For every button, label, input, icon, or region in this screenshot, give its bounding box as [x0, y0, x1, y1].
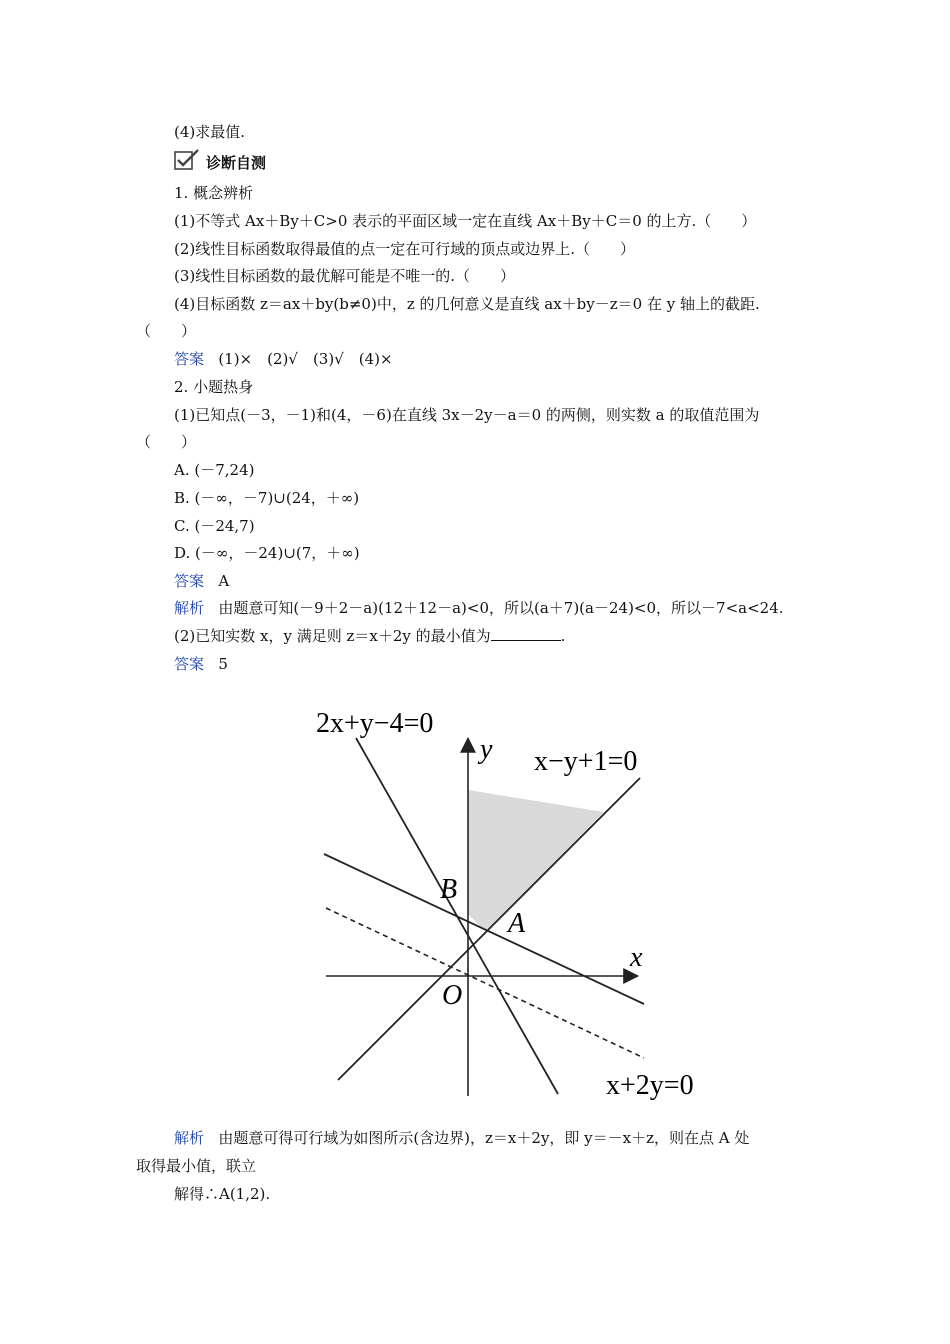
question-2-period: . [560, 627, 566, 645]
heading-1: 1. 概念辨析 [174, 184, 254, 202]
answer-row-1 [174, 349, 393, 369]
question-2 [174, 626, 565, 646]
option-a: A. (－7,24) [174, 461, 255, 479]
x-axis-label: x [630, 942, 643, 973]
y-axis-label: y [480, 734, 493, 765]
answer-value-3: 5 [218, 655, 228, 673]
step-4-line: (4)求最值. [174, 123, 246, 141]
statement-1: (1)不等式 Ax＋By＋C>0 表示的平面区域一定在直线 Ax＋By＋C＝0 的上方.（ ） [174, 212, 757, 230]
point-b-label: B [440, 874, 458, 905]
answer-label: 答案 [174, 572, 205, 590]
section-header [174, 150, 266, 174]
option-b: B. (－∞，－7)∪(24，＋∞) [174, 489, 360, 507]
analysis-label: 解析 [174, 1129, 205, 1147]
analysis-text-1: 由题意可知(－9＋2－a)(12＋12－a)<0，所以(a＋7)(a－24)<0，所以－7<a<24. [218, 599, 784, 617]
question-1-paren: （ ） [136, 433, 197, 451]
label-x-minus-y: x−y+1=0 [534, 746, 638, 777]
answer-row-2 [174, 571, 229, 591]
statement-3: (3)线性目标函数的最优解可能是不唯一的.（ ） [174, 267, 516, 285]
section-title: 诊断自测 [206, 153, 267, 172]
answer-label: 答案 [174, 655, 205, 673]
analysis-text-3: 取得最小值，联立 [136, 1157, 257, 1175]
question-2-text: (2)已知实数 x，y 满足则 z＝x＋2y 的最小值为 [174, 627, 491, 645]
question-1: (1)已知点(－3，－1)和(4，－6)在直线 3x－2y－a＝0 的两侧，则实数 a 的取值范围为 [174, 406, 760, 424]
analysis-row-1 [174, 598, 784, 618]
label-x-plus-2y: x+2y=0 [606, 1070, 694, 1101]
heading-2: 2. 小题热身 [174, 378, 254, 396]
feasible-region [468, 790, 604, 932]
analysis-label: 解析 [174, 599, 205, 617]
statement-4-paren: （ ） [136, 322, 197, 340]
option-d: D. (－∞，－24)∪(7，＋∞) [174, 544, 360, 562]
analysis-text-2: 由题意可得可行域为如图所示(含边界)，z＝x＋2y，即 y＝－x＋z，则在点 A 处 [218, 1129, 750, 1147]
point-a-label: A [508, 908, 526, 939]
statement-4: (4)目标函数 z＝ax＋by(b≠0)中，z 的几何意义是直线 ax＋by－z＝0 在 y 轴上的截距. [174, 295, 760, 313]
label-2x-plus-y: 2x+y−4=0 [316, 708, 434, 739]
analysis-row-2 [174, 1128, 749, 1148]
feasible-region-graph [300, 698, 694, 1110]
answer-value-2: A [218, 572, 230, 590]
statement-2: (2)线性目标函数取得最值的点一定在可行域的顶点或边界上.（ ） [174, 240, 636, 258]
answer-row-3 [174, 654, 228, 674]
answer-label: 答案 [174, 350, 205, 368]
check-edit-icon [174, 149, 200, 175]
option-c: C. (－24,7) [174, 517, 255, 535]
solution-line: 解得∴A(1,2). [174, 1185, 271, 1203]
answer-blank [491, 626, 561, 641]
answer-value-1: (1)× (2)√ (3)√ (4)× [218, 350, 393, 368]
origin-label: O [442, 980, 463, 1011]
